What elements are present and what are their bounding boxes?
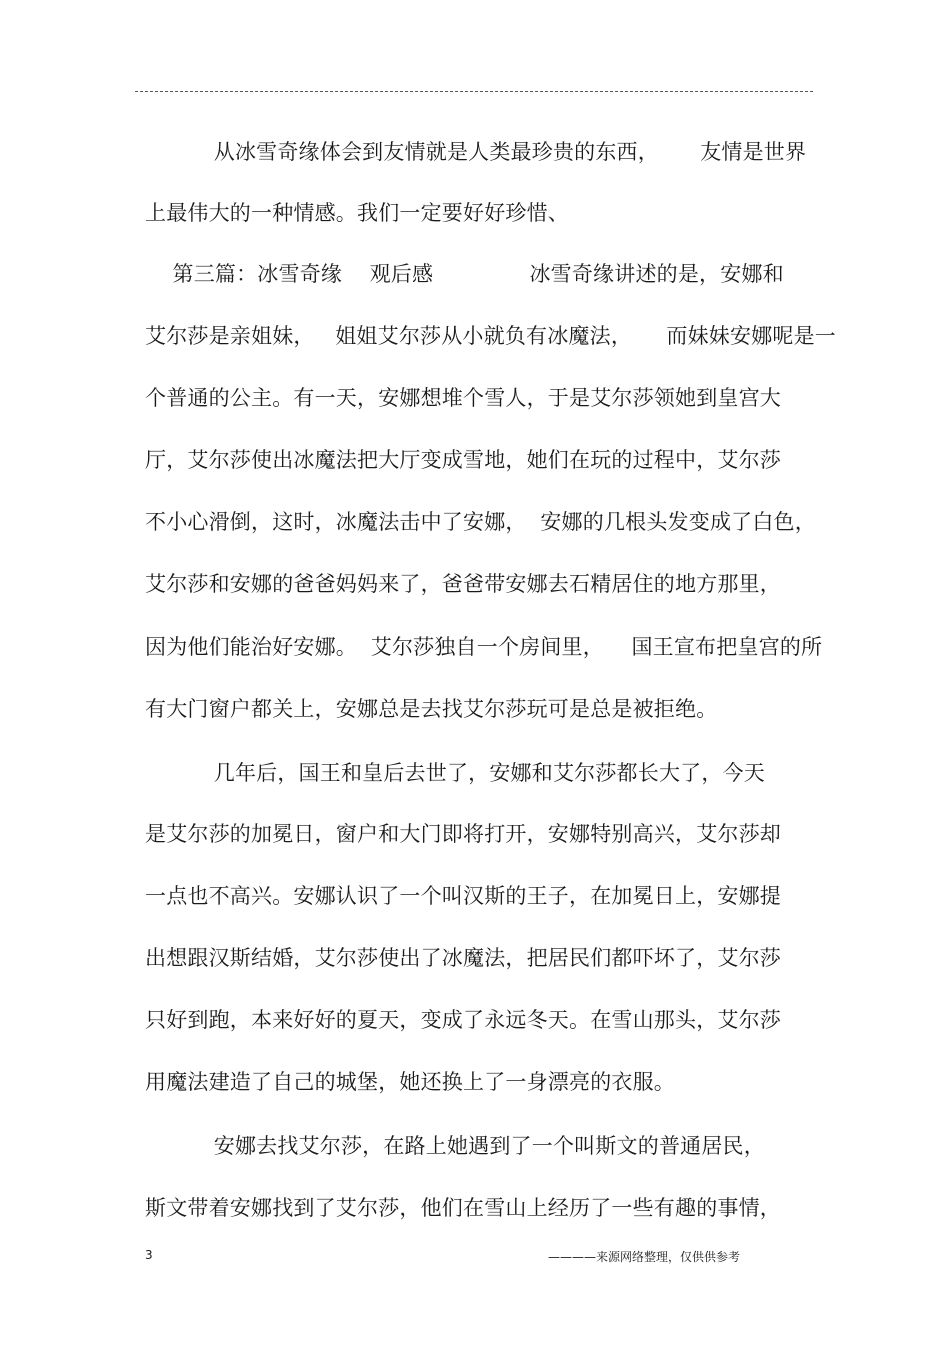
text-line: 出想跟汉斯结婚，艾尔莎使出了冰魔法，把居民们都吓坏了，艾尔莎 <box>145 946 781 970</box>
header-dashed-rule <box>135 91 813 92</box>
page-number: 3 <box>145 1248 153 1262</box>
text-line: 有大门窗户都关上，安娜总是去找艾尔莎玩可是总是被拒绝。 <box>145 697 718 721</box>
text-line: 上最伟大的一种情感。我们一定要好好珍惜、 <box>145 201 569 225</box>
text-line: 厅，艾尔莎使出冰魔法把大厅变成雪地，她们在玩的过程中，艾尔莎 <box>145 448 781 472</box>
text-line: 安娜去找艾尔莎，在路上她遇到了一个叫斯文的普通居民， <box>145 1134 765 1158</box>
text-line: 从冰雪奇缘体会到友情就是人类最珍贵的东西， 友情是世界 <box>145 140 807 164</box>
text-line: 艾尔莎是亲姐妹， 姐姐艾尔莎从小就负有冰魔法， 而妹妹安娜呢是一 <box>145 324 836 348</box>
text-line: 一点也不高兴。安娜认识了一个叫汉斯的王子，在加冕日上，安娜提 <box>145 884 781 908</box>
text-line: 几年后，国王和皇后去世了，安娜和艾尔莎都长大了，今天 <box>145 761 765 785</box>
text-line: 斯文带着安娜找到了艾尔莎，他们在雪山上经历了一些有趣的事情， <box>145 1196 781 1220</box>
text-line: 艾尔莎和安娜的爸爸妈妈来了，爸爸带安娜去石精居住的地方那里， <box>145 572 781 596</box>
text-line: 因为他们能治好安娜。 艾尔莎独自一个房间里， 国王宣布把皇宫的所 <box>145 635 823 659</box>
text-line: 是艾尔莎的加冕日，窗户和大门即将打开，安娜特别高兴，艾尔莎却 <box>145 822 781 846</box>
text-line: 个普通的公主。有一天，安娜想堆个雪人，于是艾尔莎领她到皇宫大 <box>145 386 781 410</box>
footer-source-note: ————来源网络整理，仅供供参考 <box>548 1250 741 1264</box>
text-line: 不小心滑倒，这时，冰魔法击中了安娜， 安娜的几根头发变成了白色， <box>145 510 816 534</box>
text-line: 只好到跑，本来好好的夏天，变成了永远冬天。在雪山那头，艾尔莎 <box>145 1008 781 1032</box>
text-line: 第三篇：冰雪奇缘 观后感 冰雪奇缘讲述的是，安娜和 <box>145 262 784 286</box>
text-line: 用魔法建造了自己的城堡，她还换上了一身漂亮的衣服。 <box>145 1070 675 1094</box>
